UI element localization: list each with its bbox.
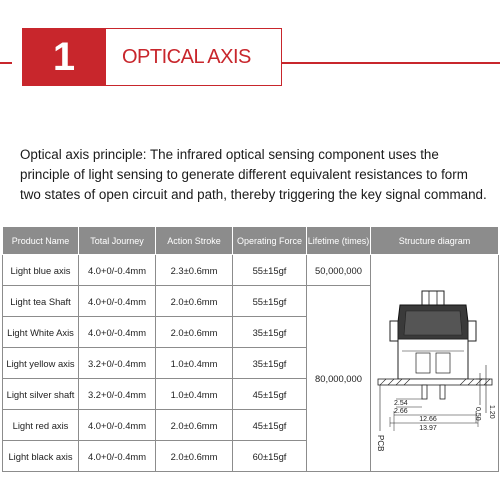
cell-total-journey: 4.0+0/-0.4mm <box>79 441 156 472</box>
header-operating-force: Operating Force <box>233 227 307 255</box>
switch-stem <box>422 291 444 305</box>
switch-structure-diagram <box>372 255 498 469</box>
header-structure-diagram: Structure diagram <box>371 227 499 255</box>
header-total-journey: Total Journey <box>79 227 156 255</box>
header-accent-line-left <box>0 62 12 64</box>
cell-total-journey: 3.2+0/-0.4mm <box>79 379 156 410</box>
cell-total-journey: 4.0+0/-0.4mm <box>79 410 156 441</box>
cell-operating-force: 55±15gf <box>233 255 307 286</box>
cell-operating-force: 45±15gf <box>233 379 307 410</box>
cell-product-name: Light White Axis <box>3 317 79 348</box>
cell-action-stroke: 1.0±0.4mm <box>156 348 233 379</box>
dim-d3: 12.66 <box>418 416 437 423</box>
header-lifetime: Lifetime (times) <box>307 227 371 255</box>
header-accent-line-right <box>282 62 500 64</box>
section-title: OPTICAL AXIS <box>122 46 251 68</box>
cell-operating-force: 55±15gf <box>233 286 307 317</box>
cell-action-stroke: 2.0±0.6mm <box>156 286 233 317</box>
cell-operating-force: 35±15gf <box>233 348 307 379</box>
structure-diagram-cell <box>371 255 499 472</box>
cell-action-stroke: 2.3±0.6mm <box>156 255 233 286</box>
cell-action-stroke: 2.0±0.6mm <box>156 410 233 441</box>
cell-product-name: Light blue axis <box>3 255 79 286</box>
pcb-label: PCB <box>375 435 385 452</box>
dim-d6: 1.20 <box>487 405 495 419</box>
dim-d5: 0.50 <box>473 407 481 421</box>
switch-housing-bottom <box>398 339 468 379</box>
cell-lifetime: 50,000,000 <box>307 255 371 286</box>
cell-product-name: Light tea Shaft <box>3 286 79 317</box>
spec-table <box>2 226 499 472</box>
cell-product-name: Light black axis <box>3 441 79 472</box>
section-number: 1 <box>22 28 106 86</box>
dim-d1: 2.54 <box>393 400 408 407</box>
cell-total-journey: 4.0+0/-0.4mm <box>79 255 156 286</box>
dim-d2: 2.66 <box>393 408 408 415</box>
cell-operating-force: 60±15gf <box>233 441 307 472</box>
cell-lifetime: 80,000,000 <box>307 286 371 472</box>
table-header-row <box>3 227 499 255</box>
table-row <box>3 255 499 286</box>
cell-total-journey: 4.0+0/-0.4mm <box>79 286 156 317</box>
cell-action-stroke: 2.0±0.6mm <box>156 317 233 348</box>
cell-operating-force: 45±15gf <box>233 410 307 441</box>
cell-action-stroke: 2.0±0.6mm <box>156 441 233 472</box>
cell-total-journey: 3.2+0/-0.4mm <box>79 348 156 379</box>
cell-product-name: Light silver shaft <box>3 379 79 410</box>
intro-paragraph: Optical axis principle: The infrared optical sensing component uses the principle of light sensing to generate different equivalent resistances to form two states of open circuit and path, thereby triggering the key signal command. <box>20 147 487 202</box>
cell-product-name: Light red axis <box>3 410 79 441</box>
pcb-plate <box>378 379 492 385</box>
cell-product-name: Light yellow axis <box>3 348 79 379</box>
header-product-name: Product Name <box>3 227 79 255</box>
header-action-stroke: Action Stroke <box>156 227 233 255</box>
cell-total-journey: 4.0+0/-0.4mm <box>79 317 156 348</box>
cell-operating-force: 35±15gf <box>233 317 307 348</box>
cell-action-stroke: 1.0±0.4mm <box>156 379 233 410</box>
dim-d4: 13.97 <box>418 425 437 432</box>
